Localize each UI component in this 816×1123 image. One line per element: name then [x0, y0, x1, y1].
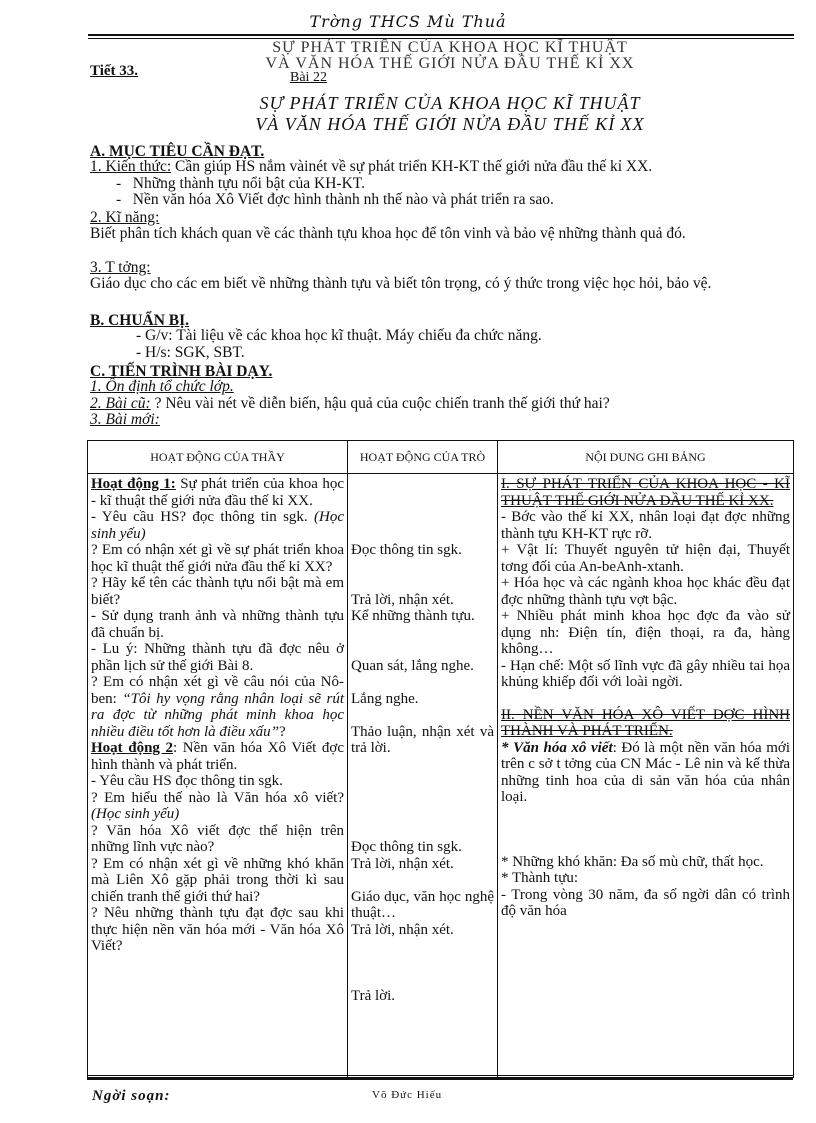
content-p7: * Những khó khăn: Đa số mù chữ, thất học. [501, 853, 764, 870]
lesson-title-line2: VÀ VĂN HÓA THẾ GIỚI NỬA ĐẦU THẾ KỈ XX [255, 114, 645, 134]
teacher-item-text: : Nền văn hóa Xô Viết đợc hình thành và phát triển. [91, 740, 344, 773]
teacher-item-text: - Yêu cầu HS đọc thông tin sgk. [91, 773, 283, 789]
content-p1: - Bớc vào thế kỉ XX, nhân loại đạt đợc những thành tựu KH-KT rực rỡ. [501, 509, 790, 542]
teacher-item-text: - Lu ý: Những thành tựu đã đợc nêu ở phần lịch sử thế giới Bài 8. [91, 641, 344, 674]
lesson-number: Tiết 33. [90, 63, 139, 79]
content-heading-2: II. NỀN VĂN HÓA XÔ VIẾT ĐỢC HÌNH THÀNH VÀ PHÁT TRIỂN. [501, 706, 790, 739]
step-3: 3. Bài mới: [90, 411, 160, 428]
knowledge-bullet-2-text: Nền văn hóa Xô Viết đợc hình thành nh thế nào và phát triển ra sao. [132, 191, 554, 208]
content-p5: - Hạn chế: Một số lĩnh vực đã gây nhiều tai họa khủng khiếp đối với loài ngời. [501, 657, 790, 690]
col-teacher-header: HOẠT ĐỘNG CỦA THẦY [88, 441, 348, 474]
teacher-item [91, 905, 344, 955]
student-item: Trả lời. [351, 987, 396, 1004]
knowledge-text: Cần giúp HS nắm vàinét về sự phát triển KH-KT thế giới nửa đầu thế kỉ XX. [171, 158, 653, 175]
section-a-heading: A. MỤC TIÊU CẦN ĐẠT. [90, 143, 265, 160]
content-p6-text: : Đó là một nền văn hóa mới trên c sở t tởng của CN Mác - Lê nin và kế thừa những tinh hoa của di sản văn hóa của nhân loại. [501, 739, 791, 805]
teacher-item-italic: (Học sinh yếu) [91, 806, 180, 822]
student-item: Trả lời, nhận xét. [351, 591, 454, 608]
teacher-item [91, 608, 344, 641]
ghost-title-line2: VÀ VĂN HÓA THẾ GIỚI NỬA ĐẦU THẾ KỈ XX [265, 55, 635, 72]
knowledge-bullet-1: - Những thành tựu nổi bật của KH-KT. [116, 175, 365, 192]
step-2 [90, 396, 790, 413]
author-label: Ngời soạn: [92, 1088, 171, 1104]
teacher-item [91, 773, 344, 790]
teacher-item-italic: “Tôi hy vọng rằng nhân loại sẽ rút ra đợc từ những phát minh khoa học nhiều điều tốt hơn là điều xấu” [91, 690, 345, 740]
student-item: Quan sát, lắng nghe. [351, 657, 474, 674]
lesson-title-line1: SỰ PHÁT TRIỂN CỦA KHOA HỌC KĨ THUẬT [259, 93, 641, 113]
board-content [498, 474, 794, 1078]
student-item: Trả lời, nhận xét. [351, 855, 454, 872]
skills-label: 2. Kĩ năng: [90, 209, 160, 226]
teacher-item [91, 509, 344, 542]
col-content-header: NỘI DUNG GHI BẢNG [498, 441, 794, 474]
footer-rule-thick [87, 1078, 793, 1080]
student-item: Trả lời, nhận xét. [351, 921, 454, 938]
teacher-item-italic: (Học sinh yếu) [91, 509, 344, 542]
student-activities [348, 474, 498, 1078]
knowledge-bullet-1-text: Những thành tựu nổi bật của KH-KT. [132, 175, 365, 192]
step-2-text: ? Nêu vài nét về diễn biến, hậu quả của cuộc chiến tranh thế giới thứ hai? [150, 395, 610, 412]
teacher-item-text: ? Em có nhận xét gì về những khó khăn mà Liên Xô gặp phải trong thời kì sau chiến tranh thế giới thứ hai? [91, 855, 344, 905]
content-p4: + Nhiều phát minh khoa học đợc đa vào sử dụng nh: Điện tín, điện thoại, ra đa, hàng không… [501, 608, 790, 657]
student-item: Kể những thành tựu. [351, 608, 475, 624]
student-item: Đọc thông tin sgk. [351, 542, 462, 558]
teacher-item-tail: ? [278, 723, 286, 740]
attitude-label: 3. T tởng: [90, 259, 151, 276]
content-heading-1: I. SỰ PHÁT TRIỂN CỦA KHOA HỌC - KĨ THUẬT THẾ GIỚI NỬA ĐẦU THẾ KỈ XX. [501, 476, 790, 509]
teacher-item [91, 542, 344, 575]
teacher-item [91, 790, 344, 823]
student-item: Lắng nghe. [351, 690, 419, 707]
teacher-item [91, 476, 344, 509]
lesson-table [87, 440, 794, 1078]
activity-heading: Hoạt động 1: [91, 476, 176, 492]
content-p6-label: * Văn hóa xô viết [501, 739, 613, 756]
student-prep: - H/s: SGK, SBT. [136, 344, 245, 361]
knowledge-line [90, 159, 790, 176]
teacher-item-text: ? Nêu những thành tựu đạt đợc sau khi thực hiện nền văn hóa mới - Văn hóa Xô Viết? [91, 905, 344, 954]
teacher-item-text: ? Văn hóa Xô viết đợc thể hiện trên những lĩnh vực nào? [91, 822, 344, 855]
col-student-header: HOẠT ĐỘNG CỦA TRÒ [348, 441, 498, 474]
teacher-item-text: - Yêu cầu HS? đọc thông tin sgk. [91, 509, 314, 525]
teacher-item [91, 575, 344, 608]
teacher-item-text: Sự phát triển của khoa học - kĩ thuật thế giới nửa đầu thế kỉ XX. [91, 476, 344, 509]
content-p2: + Vật lí: Thuyết nguyên tử hiện đại, Thuyết tơng đối của An-beAnh-xtanh. [501, 542, 790, 575]
student-item: Giáo dục, văn học nghệ thuật… [351, 888, 494, 921]
step-2-label: 2. Bài cũ: [90, 395, 151, 412]
teacher-item [91, 856, 344, 906]
teacher-item [91, 740, 344, 773]
content-p9: - Trong vòng 30 năm, đa số ngời dân có trình độ văn hóa [501, 886, 790, 919]
school-header: Trờng THCS Mù Thuả [309, 12, 507, 31]
teacher-item-text: ? Hãy kể tên các thành tựu nổi bật mà em biết? [91, 575, 344, 608]
footer-rule-thin [87, 1075, 793, 1076]
teacher-item [91, 641, 344, 674]
teacher-prep: - G/v: Tài liệu về các khoa học kĩ thuật. Máy chiếu đa chức năng. [136, 327, 542, 344]
content-p6 [501, 740, 790, 806]
knowledge-bullet-2: - Nền văn hóa Xô Viết đợc hình thành nh thế nào và phát triển ra sao. [116, 191, 554, 208]
attitude-text: Giáo dục cho các em biết về những thành tựu và biết tôn trọng, có ý thức trong việc học hỏi, bảo vệ. [90, 275, 712, 292]
teacher-item [91, 823, 344, 856]
lesson-bai: Bài 22 [290, 70, 327, 85]
section-b-heading: B. CHUẨN BỊ. [90, 312, 190, 329]
teacher-item [91, 674, 344, 740]
header-rule-thick [88, 34, 794, 36]
skills-text: Biết phân tích khách quan về các thành tựu khoa học để tôn vinh và bảo vệ những thành quả đó. [90, 225, 686, 242]
activity-heading: Hoạt động 2 [91, 740, 173, 756]
ghost-title-line1: SỰ PHÁT TRIỂN CỦA KHOA HỌC KĨ THUẬT [272, 39, 628, 56]
teacher-activities [88, 474, 348, 1078]
teacher-item-text: - Sử dụng tranh ảnh và những thành tựu đã chuẩn bị. [91, 608, 344, 641]
author-name: Võ Đức Hiếu [372, 1089, 443, 1101]
student-item: Đọc thông tin sgk. [351, 839, 462, 855]
step-1: 1. Ổn định tổ chức lớp. [90, 378, 234, 395]
teacher-item-text: ? Em hiểu thế nào là Văn hóa xô viết? [91, 789, 344, 806]
student-item: Thảo luận, nhận xét và trả lời. [351, 723, 494, 756]
teacher-item-text: ? Em có nhận xét gì về sự phát triển khoa học kĩ thuật thế giới nửa đầu thế kỉ XX? [91, 542, 344, 575]
knowledge-label: 1. Kiến thức: [90, 158, 172, 175]
content-p8: * Thành tựu: [501, 870, 579, 886]
teacher-item-text: ? Em có nhận xét gì về câu nói của Nô-ben: [91, 674, 344, 707]
section-c-heading: C. TIẾN TRÌNH BÀI DẠY. [90, 363, 273, 380]
content-p3: + Hóa học và các ngành khoa học khác đều đạt đợc những thành tựu vợt bậc. [501, 575, 790, 608]
